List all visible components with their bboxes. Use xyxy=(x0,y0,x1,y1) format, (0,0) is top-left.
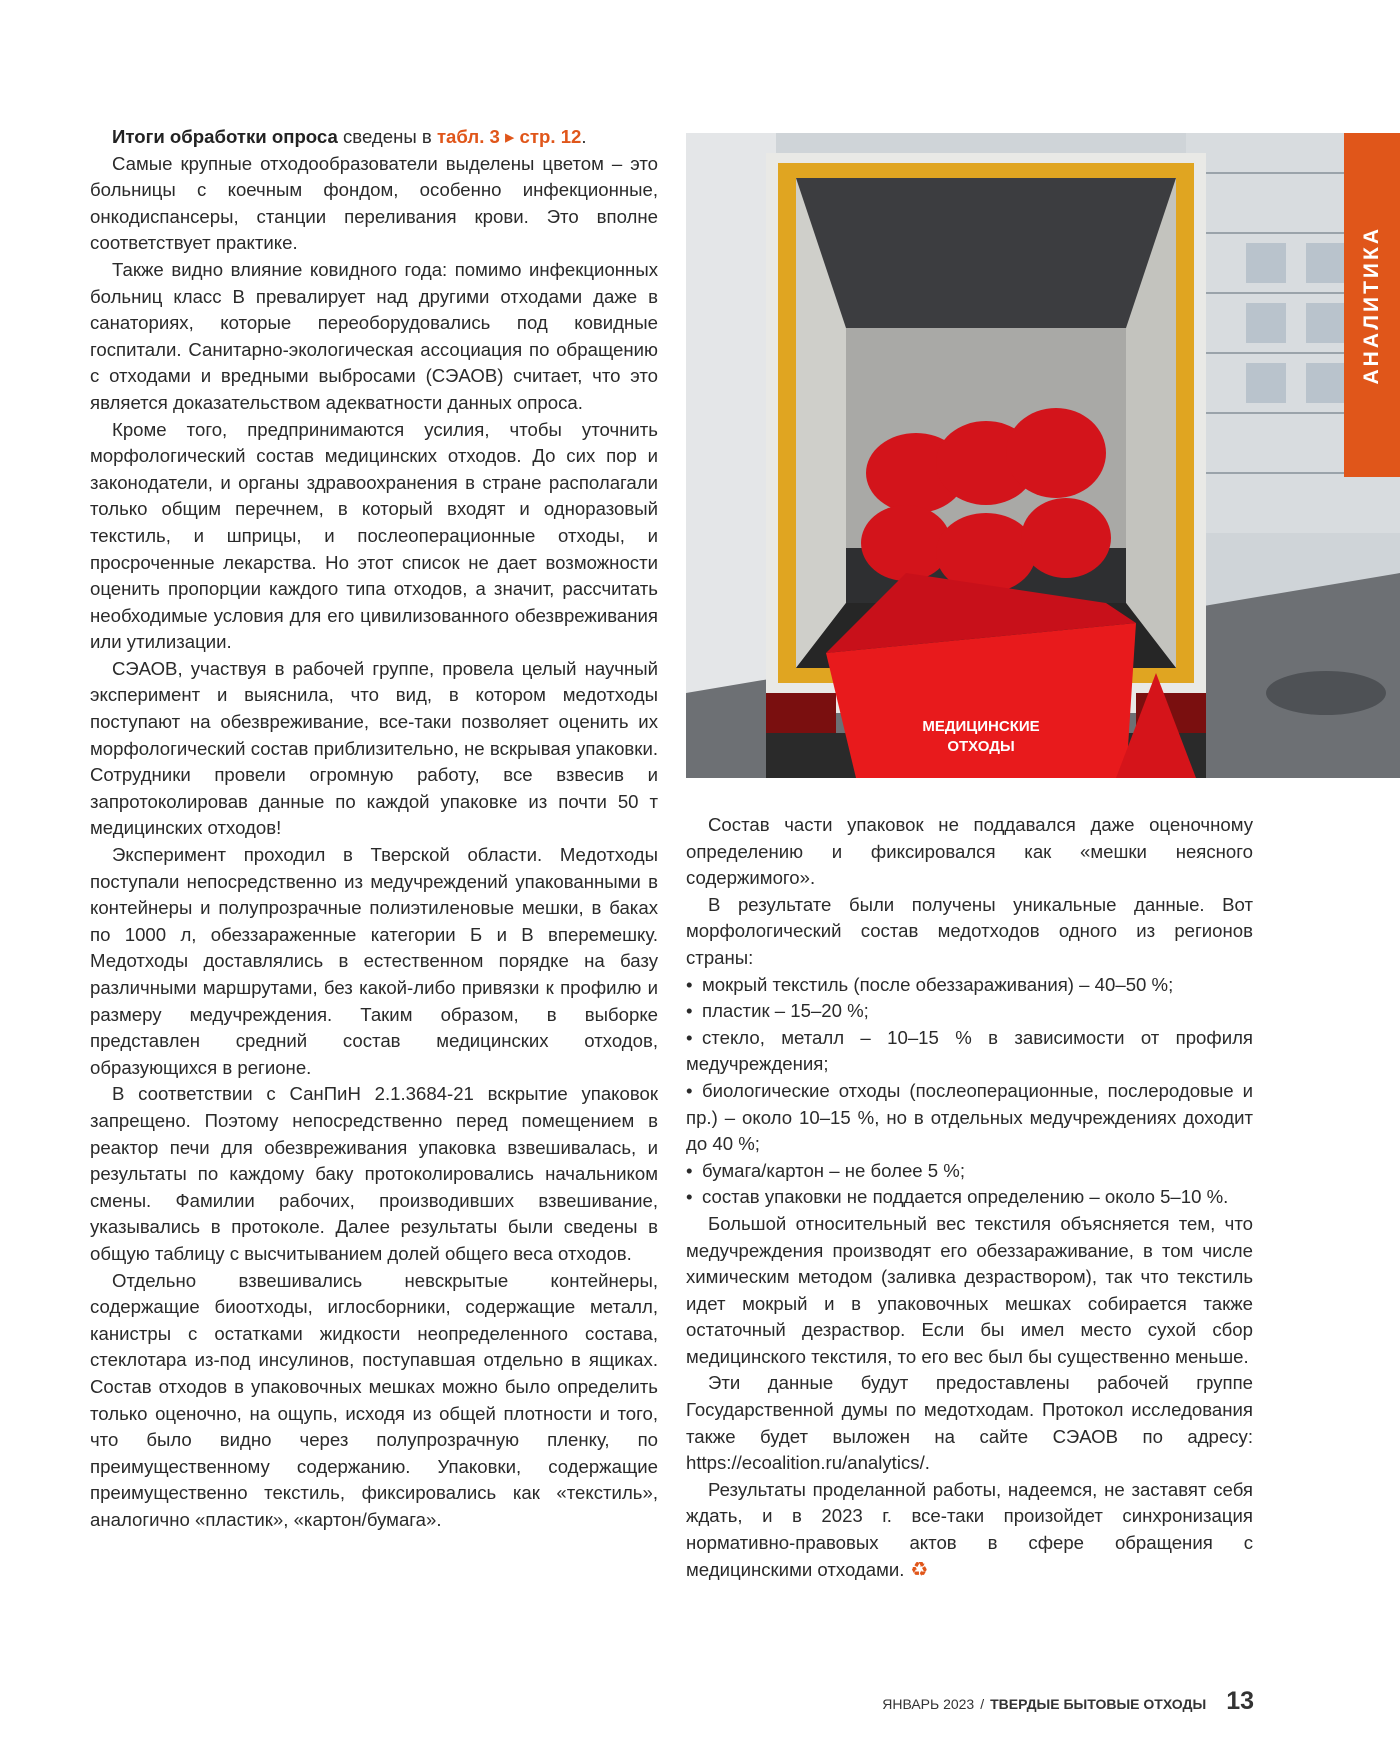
table-reference-link[interactable]: табл. 3 ▸ стр. 12 xyxy=(436,126,582,147)
paragraph xyxy=(90,124,658,151)
list-item-text: пластик – 15–20 %; xyxy=(702,1000,869,1022)
list-item-text: стекло, металл – 10–15 % в зависимости от профиля медучреждения; xyxy=(686,1026,1253,1075)
list-item xyxy=(686,1184,1253,1211)
issue-date: ЯНВАРЬ 2023 xyxy=(882,1696,975,1712)
recycle-icon: ♻ xyxy=(910,1558,929,1581)
lead-strong: Итоги обработки опроса xyxy=(112,126,338,147)
paragraph: Кроме того, предпринимаются усилия, чтобы уточнить морфологический состав медицинских отходов. До сих пор и законодатели, и органы здравоохранения в стране располагали только общим перечнем, в который входят и одноразовый текстиль, и шприцы, и послеоперационные отходы, и просроченные лекарства. Но этот список не дает возможности оценить пропорции каждого типа отходов, а значит, рассчитать необходимые условия для его цивилизованного обезвреживания или утилизации. xyxy=(90,418,658,653)
list-item xyxy=(686,1078,1253,1158)
list-item xyxy=(686,1025,1253,1078)
bin-label-line2: ОТХОДЫ xyxy=(947,738,1015,755)
magazine-title: ТВЕРДЫЕ БЫТОВЫЕ ОТХОДЫ xyxy=(990,1696,1207,1712)
left-column xyxy=(90,124,658,1533)
lead-end: . xyxy=(581,126,587,147)
composition-list xyxy=(686,972,1253,1211)
page-footer xyxy=(882,1687,1254,1716)
bullet-icon: • xyxy=(686,1186,693,1208)
paragraph: Эти данные будут предоставлены рабочей группе Государственной думы по медотходам. Протокол исследования также будет выложен на сайте СЭАОВ по адресу: https://ecoalition.ru/analytics/. xyxy=(686,1372,1253,1474)
paragraph: Эксперимент проходил в Тверской области. Медотходы поступали непосредственно из медучреждений упакованными в контейнеры и полупрозрачные полиэтиленовые мешки, в баках по 1000 л, обеззараженные категории Б и В вперемешку. Медотходы доставлялись в естественном порядке на базу различными маршрутами, без какой-либо привязки к профилю и размеру медучреждения. Таким образом, в выборке представлен средний состав медицинских отходов, образующихся в регионе. xyxy=(90,844,658,1078)
bullet-icon: • xyxy=(686,973,693,995)
photo-illustration xyxy=(686,133,1400,778)
lead-text: сведены в xyxy=(337,126,437,147)
bullet-icon: • xyxy=(686,1000,693,1022)
paragraph: Также видно влияние ковидного года: помимо инфекционных больниц класс В превалирует над другими отходами даже в санаториях, которые переоборудовались под ковидные госпитали. Санитарно-экологическая ассоциация по обращению с отходами и вредными выбросами (СЭАОВ) считает, что это является доказательством адекватности данных опроса. xyxy=(90,258,658,413)
paragraph: Большой относительный вес текстиля объясняется тем, что медучреждения производят его обеззараживание, в том числе химическим методом (заливка дезраствором), так что текстиль идет мокрый и в упаковочных мешках собирается также остаточный дезраствор. Если бы имел место сухой сбор медицинского текстиля, то его вес был бы существенно меньше. xyxy=(686,1212,1253,1367)
list-item-text: мокрый текстиль (после обеззараживания) – 40–50 %; xyxy=(702,973,1174,995)
bin-label-line1: МЕДИЦИНСКИЕ xyxy=(922,718,1040,735)
paragraph: В соответствии с СанПиН 2.1.3684-21 вскрытие упаковок запрещено. Поэтому непосредственно перед помещением в реактор печи для обезвреживания упаковка взвешивалась, и результаты по каждому баку протоколировались начальником смены. Фамилии рабочих, производивших взвешивание, указывались в протоколе. Далее результаты были сведены в общую таблицу с высчитыванием долей общего веса отходов. xyxy=(90,1083,658,1264)
page-number: 13 xyxy=(1226,1687,1254,1715)
paragraph xyxy=(686,1477,1253,1583)
list-item xyxy=(686,998,1253,1025)
list-item-text: состав упаковки не поддается определению – около 5–10 %. xyxy=(702,1186,1229,1208)
paragraph: В результате были получены уникальные данные. Вот морфологический состав медотходов одного из регионов страны: xyxy=(686,893,1253,968)
paragraph: СЭАОВ, участвуя в рабочей группе, провела целый научный эксперимент и выяснила, что вид, в котором медотходы поступают на обезвреживание, все-таки позволяет оценить их морфологический состав приблизительно, не вскрывая упаковки. Сотрудники провели огромную работу, все взвесив и запротоколировав данные по каждой упаковке из почти 50 т медицинских отходов! xyxy=(90,657,658,839)
right-column xyxy=(686,812,1253,1583)
list-item xyxy=(686,1158,1253,1185)
section-tab-label: АНАЛИТИКА xyxy=(1360,225,1383,385)
list-item-text: бумага/картон – не более 5 %; xyxy=(702,1159,965,1181)
paragraph: Самые крупные отходообразователи выделены цветом – это больницы с коечным фондом, особенно инфекционные, онкодиспансеры, станции переливания крови. Это вполне соответствует практике. xyxy=(90,152,658,254)
section-tab xyxy=(1344,133,1400,477)
bullet-icon: • xyxy=(686,1159,693,1181)
footer-separator: / xyxy=(980,1696,985,1712)
closing-text: Результаты проделанной работы, надеемся, не заставят себя ждать, и в 2023 г. все-таки произойдет синхронизация нормативно-правовых актов в сфере обращения с медицинскими отходами. xyxy=(686,1478,1253,1580)
list-item-text: биологические отходы (послеоперационные, послеродовые и пр.) – около 10–15 %, но в отдельных медучреждениях доходит до 40 %; xyxy=(686,1079,1253,1155)
truck-medical-waste-photo xyxy=(686,133,1400,778)
paragraph: Отдельно взвешивались невскрытые контейнеры, содержащие биоотходы, иглосборники, содержащие металл, канистры с остатками жидкости неопределенного состава, стеклотара из-под инсулинов, поступавшая отдельно в ящиках. Состав отходов в упаковочных мешках можно было определить только оценочно, на ощупь, исходя из общей плотности и того, что было видно через полупрозрачную пленку, по преимущественному содержанию. Упаковки, содержащие преимущественно текстиль, фиксировались как «текстиль», аналогично «пластик», «картон/бумага». xyxy=(90,1269,658,1530)
bullet-icon: • xyxy=(686,1026,693,1048)
list-item xyxy=(686,972,1253,999)
bullet-icon: • xyxy=(686,1079,693,1101)
paragraph: Состав части упаковок не поддавался даже оценочному определению и фиксировался как «мешки неясного содержимого». xyxy=(686,814,1253,889)
